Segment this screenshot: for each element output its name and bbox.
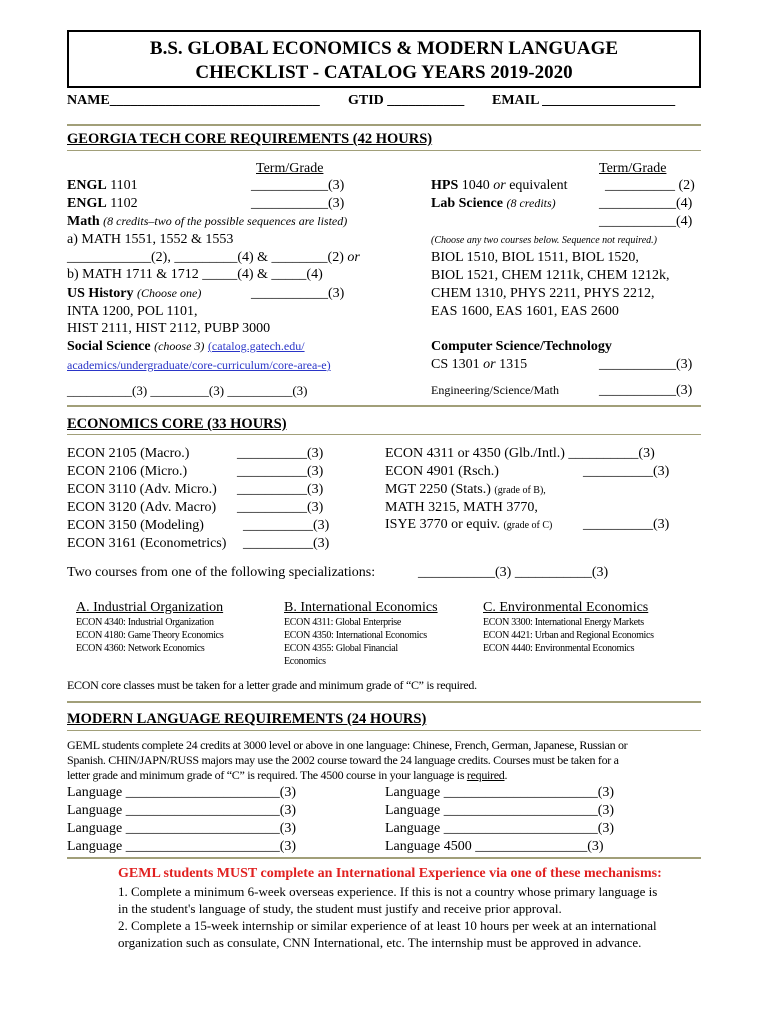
section-rule — [67, 434, 701, 435]
core-heading: GEORGIA TECH CORE REQUIREMENTS (42 HOURS) — [67, 131, 433, 147]
engl-1101-blank[interactable]: ___________(3) — [251, 178, 345, 193]
lab-science-instruction: (Choose any two courses below. Sequence not required.) — [431, 235, 657, 246]
econ-heading: ECONOMICS CORE (33 HOURS) — [67, 416, 287, 432]
spec-item: ECON 4421: Urban and Regional Economics — [483, 630, 654, 641]
spec-item: ECON 4360: Network Economics — [76, 643, 205, 654]
language-row[interactable]: Language ______________________(3) — [67, 803, 297, 818]
international-option-2-line-1: 2. Complete a 15-week internship or similar experience of at least 10 hours per week at an international — [118, 918, 657, 933]
econ-blank[interactable]: __________(3) — [237, 482, 324, 497]
spec-item: ECON 4180: Game Theory Economics — [76, 630, 224, 641]
gtid-field[interactable]: GTID ___________ — [348, 93, 465, 108]
econ-blank[interactable]: __________(3) — [243, 536, 330, 551]
spec-item: ECON 4311: Global Enterprise — [284, 617, 402, 628]
us-history-options-1: INTA 1200, POL 1101, — [67, 304, 198, 319]
term-grade-header-left: Term/Grade — [256, 161, 324, 176]
econ-row: ECON 2105 (Macro.) __________(3) — [67, 446, 324, 461]
language-heading: MODERN LANGUAGE REQUIREMENTS (24 HOURS) — [67, 711, 427, 727]
econ-stats-row: MGT 2250 (Stats.) (grade of B), — [385, 482, 546, 497]
language-row[interactable]: Language ______________________(3) — [385, 803, 615, 818]
spec-item: ECON 4350: International Economics — [284, 630, 427, 641]
econ-stats-blank[interactable]: __________(3) — [583, 517, 670, 532]
us-history-blank[interactable]: ___________(3) — [251, 286, 345, 301]
social-science-blanks[interactable]: __________(3) _________(3) __________(3) — [67, 383, 308, 398]
specialization-instruction: Two courses from one of the following specializations: — [67, 565, 376, 580]
lab-science-options-2: BIOL 1521, CHEM 1211k, CHEM 1212k, — [431, 268, 670, 283]
social-science-label: Social Science (choose 3) (catalog.gatech.edu/ — [67, 339, 305, 354]
econ-row: ECON 3110 (Adv. Micro.) __________(3) — [67, 482, 324, 497]
title-line-1: B.S. GLOBAL ECONOMICS & MODERN LANGUAGE — [149, 38, 619, 59]
language-right-list — [385, 784, 614, 856]
language-paragraph-1: GEML students complete 24 credits at 3000 level or above in one language: Chinese, French, German, Japanese, Russian or — [67, 738, 628, 752]
term-grade-header-right: Term/Grade — [599, 161, 667, 176]
engl-1102-label: ENGL 1102 — [67, 196, 138, 211]
econ-blank[interactable]: __________(3) — [237, 446, 324, 461]
econ-row: ECON 2106 (Micro.) __________(3) — [67, 464, 324, 479]
language-paragraph-3: letter grade and minimum grade of “C” is required. The 4500 course in your language is required. — [67, 768, 508, 782]
language-row[interactable]: Language 4500 ________________(3) — [385, 839, 604, 854]
language-row[interactable]: Language ______________________(3) — [385, 821, 615, 836]
math-sequence-b[interactable]: b) MATH 1711 & 1712 _____(4) & _____(4) — [67, 267, 323, 282]
spec-a-list — [76, 616, 223, 655]
econ-isye-row: ISYE 3770 or equiv. (grade of C) — [385, 517, 553, 532]
spec-item: ECON 4340: Industrial Organization — [76, 617, 214, 628]
spec-c-title: C. Environmental Economics — [483, 600, 649, 615]
cs-blank[interactable]: ___________(3) — [599, 357, 693, 372]
title-line-2: CHECKLIST - CATALOG YEARS 2019-2020 — [195, 62, 573, 83]
math-sequence-a-blanks[interactable]: ____________(2), _________(4) & ________(2) or — [67, 250, 360, 265]
lab-science-options-3: CHEM 1310, PHYS 2211, PHYS 2212, — [431, 286, 655, 301]
email-field[interactable]: EMAIL ___________________ — [492, 93, 676, 108]
language-paragraph-2: Spanish. CHIN/JAPN/RUSS majors may use the 2002 course toward the 24 language credits. Courses must be taken for a — [67, 753, 619, 767]
spec-item: ECON 4440: Environmental Economics — [483, 643, 635, 654]
lab-science-blank-2[interactable]: ___________(4) — [599, 214, 693, 229]
cs-course-options: CS 1301 or 1315 — [431, 357, 528, 372]
math-label: Math (8 credits–two of the possible sequences are listed) — [67, 214, 348, 229]
econ-research-blank[interactable]: __________(3) — [583, 464, 670, 479]
title-box — [67, 30, 701, 88]
math-sequence-a: a) MATH 1551, 1552 & 1553 — [67, 232, 234, 247]
language-row[interactable]: Language ______________________(3) — [67, 785, 297, 800]
spec-c-list — [483, 616, 654, 655]
specialization-blanks[interactable]: ___________(3) ___________(3) — [418, 565, 609, 580]
international-option-1-line-1: 1. Complete a minimum 6-week overseas experience. If this is not a country whose primary language is — [118, 884, 658, 899]
section-rule — [67, 857, 701, 859]
econ-global-row[interactable]: ECON 4311 or 4350 (Glb./Intl.) __________(3) — [385, 446, 655, 461]
spec-item: ECON 4355: Global Financial — [284, 643, 398, 654]
econ-blank[interactable]: __________(3) — [237, 464, 324, 479]
lab-science-blank-1[interactable]: ___________(4) — [599, 196, 693, 211]
spec-item: Economics — [284, 656, 326, 667]
name-field[interactable]: NAME______________________________ — [67, 93, 320, 108]
international-option-2-line-2: organization such as consulate, CNN International, etc. The internship must be approved in advance. — [118, 935, 642, 950]
spec-item: ECON 3300: International Energy Markets — [483, 617, 644, 628]
lab-science-options-1: BIOL 1510, BIOL 1511, BIOL 1520, — [431, 250, 639, 265]
section-rule — [67, 150, 701, 151]
international-option-1-line-2: in the student's language of study, the student must justify and receive prior approval. — [118, 901, 562, 916]
hps-label: HPS 1040 or equivalent — [431, 178, 568, 193]
econ-row: ECON 3120 (Adv. Macro) __________(3) — [67, 500, 324, 515]
language-row[interactable]: Language ______________________(3) — [67, 821, 297, 836]
spec-b-title: B. International Economics — [284, 600, 438, 615]
section-rule — [67, 730, 701, 731]
cs-label: Computer Science/Technology — [431, 339, 612, 354]
catalog-link[interactable]: (catalog.gatech.edu/ — [207, 339, 305, 353]
esm-blank[interactable]: ___________(3) — [599, 383, 693, 398]
catalog-link-continued[interactable]: academics/undergraduate/core-curriculum/core-area-e) — [67, 358, 331, 372]
lab-science-options-4: EAS 1600, EAS 1601, EAS 2600 — [431, 304, 619, 319]
international-heading: GEML students MUST complete an International Experience via one of these mechanisms: — [118, 866, 662, 881]
language-left-list — [67, 784, 296, 856]
econ-blank[interactable]: __________(3) — [243, 518, 330, 533]
section-rule — [67, 405, 701, 407]
engl-1101-label: ENGL 1101 — [67, 178, 138, 193]
engl-1102-blank[interactable]: ___________(3) — [251, 196, 345, 211]
spec-b-list — [284, 616, 427, 668]
us-history-label: US History (Choose one) — [67, 286, 202, 301]
econ-blank[interactable]: __________(3) — [237, 500, 324, 515]
language-row[interactable]: Language ______________________(3) — [385, 785, 615, 800]
econ-research-row: ECON 4901 (Rsch.) — [385, 464, 499, 479]
econ-row: ECON 3150 (Modeling) __________(3) — [67, 518, 330, 533]
us-history-options-2: HIST 2111, HIST 2112, PUBP 3000 — [67, 321, 271, 336]
section-rule — [67, 124, 701, 126]
section-rule — [67, 701, 701, 703]
esm-label: Engineering/Science/Math — [431, 383, 559, 397]
econ-stats-options: MATH 3215, MATH 3770, — [385, 500, 538, 515]
econ-left-list — [67, 445, 367, 553]
hps-blank[interactable]: __________ (2) — [605, 178, 695, 193]
econ-row: ECON 3161 (Econometrics) __________(3) — [67, 536, 330, 551]
spec-a-title: A. Industrial Organization — [76, 600, 224, 615]
lab-science-label: Lab Science (8 credits) — [431, 196, 556, 211]
econ-grade-note: ECON core classes must be taken for a letter grade and minimum grade of “C” is required. — [67, 678, 477, 692]
language-row[interactable]: Language ______________________(3) — [67, 839, 297, 854]
